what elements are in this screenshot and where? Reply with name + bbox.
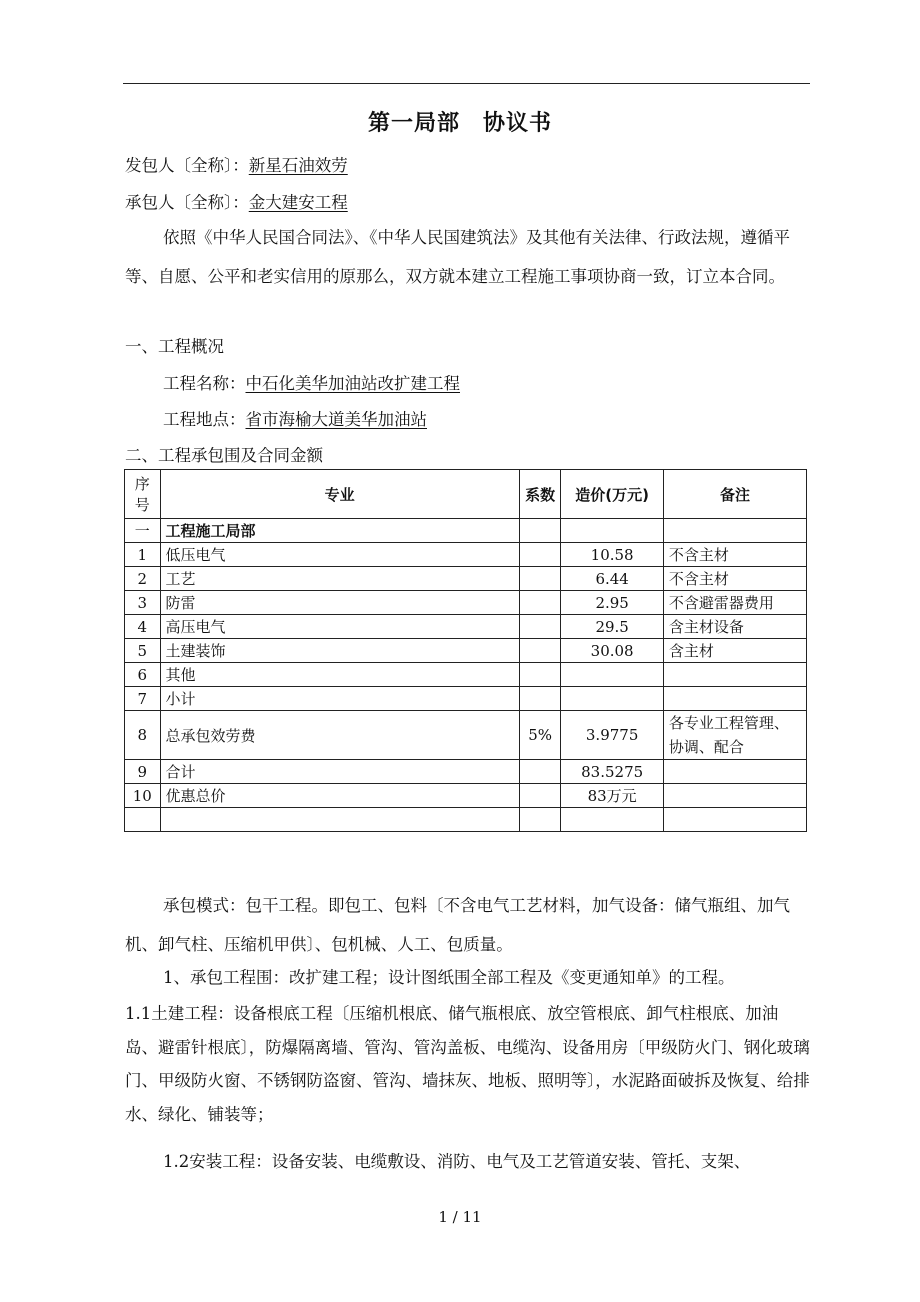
cell-price: 2.95 <box>561 591 664 615</box>
cell-coef <box>519 784 561 808</box>
cell-note <box>663 687 806 711</box>
item1-line: 1、承包工程围：改扩建工程；设计图纸围全部工程及《变更通知单》的工程。 <box>163 968 735 987</box>
header-rule <box>123 83 810 84</box>
header-coef: 系数 <box>519 470 561 519</box>
cell-coef <box>519 639 561 663</box>
project-site-label: 工程地点： <box>163 410 246 429</box>
cell-price: 83万元 <box>561 784 664 808</box>
cell-price: 29.5 <box>561 615 664 639</box>
cell-coef <box>519 663 561 687</box>
cell-price: 83.5275 <box>561 760 664 784</box>
table-row <box>125 760 807 784</box>
cell-name: 其他 <box>160 663 519 687</box>
section1-heading: 一、工程概况 <box>125 337 224 356</box>
header-note: 备注 <box>663 470 806 519</box>
cell-coef <box>519 591 561 615</box>
cell-name <box>160 808 519 832</box>
table-row <box>125 543 807 567</box>
cell-note: 不含主材 <box>663 567 806 591</box>
cell-name: 低压电气 <box>160 543 519 567</box>
cell-price <box>561 663 664 687</box>
employer-line <box>125 152 348 176</box>
cell-note: 不含避雷器费用 <box>663 591 806 615</box>
contractor-label: 承包人〔全称〕： <box>125 193 249 212</box>
cell-no: 一 <box>125 519 161 543</box>
cell-no: 2 <box>125 567 161 591</box>
cell-name: 总承包效劳费 <box>160 711 519 760</box>
cell-no: 6 <box>125 663 161 687</box>
cell-note: 含主材 <box>663 639 806 663</box>
cell-no: 4 <box>125 615 161 639</box>
item12-line: 1.2安装工程：设备安装、电缆敷设、消防、电气及工艺管道安装、管托、支架、 <box>163 1152 751 1171</box>
intro-text: 依照《中华人民国合同法》、《中华人民国建筑法》及其他有关法律、行政法规，遵循平等、自愿、公平和老实信用的原那么，双方就本建立工程施工事项协商一致，订立本合同。 <box>125 228 790 286</box>
cell-coef <box>519 543 561 567</box>
table-header-row <box>125 470 807 519</box>
cell-note <box>663 808 806 832</box>
cell-price <box>561 687 664 711</box>
intro-paragraph <box>125 218 810 296</box>
table-row <box>125 711 807 760</box>
cell-coef: 5% <box>519 711 561 760</box>
cell-coef <box>519 615 561 639</box>
mode-paragraph <box>125 886 810 964</box>
cell-name: 土建装饰 <box>160 639 519 663</box>
cell-coef <box>519 519 561 543</box>
employer-label: 发包人〔全称〕： <box>125 156 249 175</box>
table-row <box>125 784 807 808</box>
cell-name: 工程施工局部 <box>160 519 519 543</box>
cell-price: 6.44 <box>561 567 664 591</box>
project-site-value: 省市海榆大道美华加油站 <box>245 410 427 429</box>
cell-name: 防雷 <box>160 591 519 615</box>
item11-paragraph <box>125 997 810 1131</box>
header-name: 专业 <box>160 470 519 519</box>
cell-coef <box>519 760 561 784</box>
cell-note: 各专业工程管理、协调、配合 <box>663 711 806 760</box>
table-row <box>125 687 807 711</box>
employer-value: 新星石油效劳 <box>248 156 348 175</box>
cell-price: 30.08 <box>561 639 664 663</box>
cell-no: 7 <box>125 687 161 711</box>
project-name-value: 中石化美华加油站改扩建工程 <box>245 374 460 393</box>
cell-no: 3 <box>125 591 161 615</box>
cell-no: 10 <box>125 784 161 808</box>
table-row <box>125 519 807 543</box>
cell-no: 9 <box>125 760 161 784</box>
project-name-label: 工程名称： <box>163 374 246 393</box>
project-site-line <box>163 406 427 430</box>
cell-name: 优惠总价 <box>160 784 519 808</box>
cell-name: 小计 <box>160 687 519 711</box>
table-row <box>125 591 807 615</box>
cell-note <box>663 760 806 784</box>
table-row <box>125 663 807 687</box>
cell-no: 8 <box>125 711 161 760</box>
table-row <box>125 808 807 832</box>
page-number: 1 / 11 <box>438 1208 482 1226</box>
cell-name: 工艺 <box>160 567 519 591</box>
cell-note <box>663 784 806 808</box>
contractor-line <box>125 189 348 213</box>
cell-coef <box>519 687 561 711</box>
cell-coef <box>519 808 561 832</box>
header-price: 造价(万元) <box>561 470 664 519</box>
cell-price <box>561 519 664 543</box>
page-title: 第一局部 协议书 <box>367 111 552 136</box>
mode-text: 承包模式：包干工程。即包工、包料〔不含电气工艺材料，加气设备：储气瓶组、加气机、卸气柱、压缩机甲供〕、包机械、人工、包质量。 <box>125 896 790 954</box>
cell-no: 1 <box>125 543 161 567</box>
cell-note: 含主材设备 <box>663 615 806 639</box>
table-row <box>125 615 807 639</box>
cell-note: 不含主材 <box>663 543 806 567</box>
project-name-line <box>163 370 460 394</box>
cell-name: 高压电气 <box>160 615 519 639</box>
table-body <box>125 519 807 832</box>
cell-price: 3.9775 <box>561 711 664 760</box>
cell-name: 合计 <box>160 760 519 784</box>
cell-price <box>561 808 664 832</box>
table-row <box>125 567 807 591</box>
cell-note <box>663 519 806 543</box>
cell-no <box>125 808 161 832</box>
contract-amount-table <box>124 469 807 832</box>
cell-price: 10.58 <box>561 543 664 567</box>
cell-coef <box>519 567 561 591</box>
contractor-value: 金大建安工程 <box>248 193 348 212</box>
header-no: 序号 <box>125 470 161 519</box>
table-row <box>125 639 807 663</box>
cell-note <box>663 663 806 687</box>
section2-heading: 二、工程承包围及合同金额 <box>125 446 323 465</box>
item11-text: 1.1土建工程：设备根底工程〔压缩机根底、储气瓶根底、放空管根底、卸气柱根底、加油岛、避雷针根底〕，防爆隔离墙、管沟、管沟盖板、电缆沟、设备用房〔甲级防火门、钢化玻璃门、甲级防火窗、不锈钢防盗窗、管沟、墙抹灰、地板、照明等〕，水泥路面破拆及恢复、给排水、绿化、铺装等； <box>125 1004 810 1124</box>
cell-no: 5 <box>125 639 161 663</box>
